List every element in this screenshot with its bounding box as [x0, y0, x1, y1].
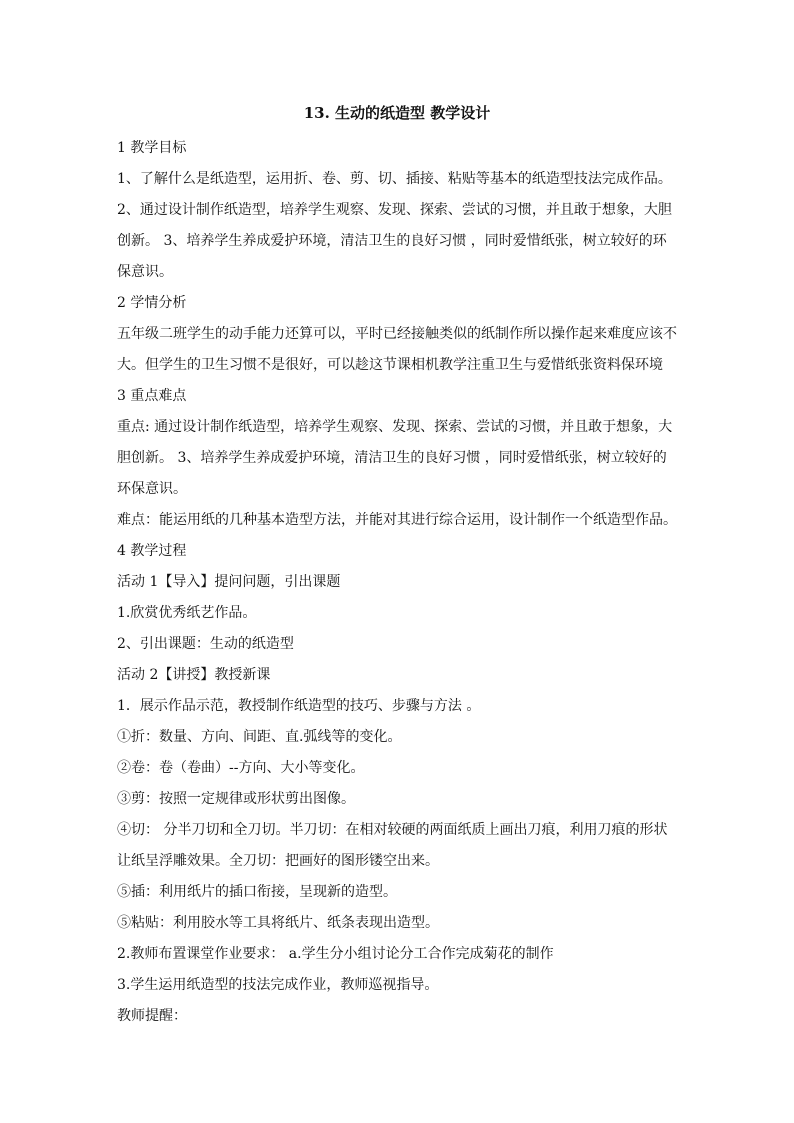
text-line: 胆创新。 3、培养学生养成爱护环境，清洁卫生的良好习惯 ，同时爱惜纸张，树立较好的	[117, 450, 667, 466]
text-line: 难点：能运用纸的几种基本造型方法，并能对其进行综合运用，设计制作一个纸造型作品。	[117, 512, 677, 528]
text-line: 活动 1【导入】提问问题，引出课题	[117, 574, 341, 590]
text-line: ③剪：按照一定规律或形状剪出图像。	[117, 791, 355, 807]
text-line: ④切： 分半刀切和全刀切。半刀切：在相对较硬的两面纸质上画出刀痕，利用刀痕的形状	[117, 822, 668, 838]
text-line: ①折：数量、方向、间距、直.弧线等的变化。	[117, 729, 402, 745]
text-line: 1.欣赏优秀纸艺作品。	[117, 605, 257, 621]
text-line: 3.学生运用纸造型的技法完成作业，教师巡视指导。	[117, 977, 439, 993]
text-line: 创新。 3、培养学生养成爱护环境，清洁卫生的良好习惯 ，同时爱惜纸张，树立较好的环	[117, 233, 667, 249]
text-line: 保意识。	[117, 264, 173, 280]
text-line: 教师提醒：	[117, 1008, 187, 1024]
text-line: ②卷：卷（卷曲）--方向、大小等变化。	[117, 760, 365, 776]
text-line: 大。但学生的卫生习惯不是很好，可以趁这节课相机教学注重卫生与爱惜纸张资料保环境	[117, 357, 663, 373]
text-line: 活动 2【讲授】教授新课	[117, 667, 271, 683]
text-line: 环保意识。	[117, 481, 187, 497]
document-title: 13. 生动的纸造型 教学设计	[303, 104, 491, 122]
text-line: ⑤粘贴：利用胶水等工具将纸片、纸条表现出造型。	[117, 915, 439, 931]
text-line: 3 重点难点	[117, 388, 187, 404]
text-line: 2、引出课题：生动的纸造型	[117, 636, 294, 652]
text-line: 1、了解什么是纸造型，运用折、卷、剪、切、插接、粘贴等基本的纸造型技法完成作品。	[117, 171, 672, 187]
text-line: 让纸呈浮雕效果。全刀切：把画好的图形镂空出来。	[117, 853, 439, 869]
text-line: 五年级二班学生的动手能力还算可以，平时已经接触类似的纸制作所以操作起来难度应该不	[117, 326, 677, 342]
text-line: 2 学情分析	[117, 295, 187, 311]
text-line: 重点: 通过设计制作纸造型，培养学生观察、发现、探索、尝试的习惯，并且敢于想象，大	[117, 419, 673, 435]
text-line: 2.教师布置课堂作业要求： a.学生分小组讨论分工合作完成菊花的制作	[117, 946, 554, 962]
text-line: 1 教学目标	[117, 140, 187, 156]
text-line: 2、通过设计制作纸造型，培养学生观察、发现、探索、尝试的习惯，并且敢于想象，大胆	[117, 202, 672, 218]
text-line: 1．展示作品示范，教授制作纸造型的技巧、步骤与方法 。	[117, 698, 481, 714]
text-line: 4 教学过程	[117, 543, 187, 559]
text-line: ⑤插：利用纸片的插口衔接，呈现新的造型。	[117, 884, 397, 900]
document-body	[117, 133, 677, 1032]
